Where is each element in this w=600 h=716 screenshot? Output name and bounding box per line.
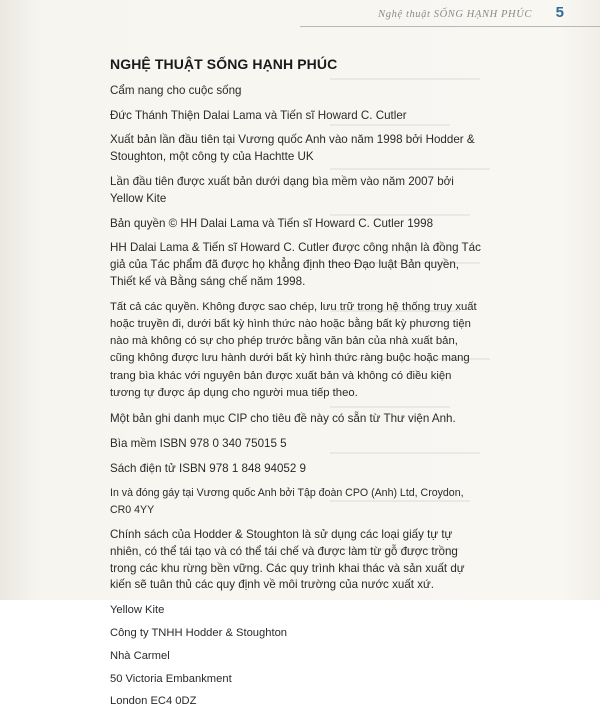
authors-line: Đức Thánh Thiện Dalai Lama và Tiến sĩ Howard C. Cutler xyxy=(110,108,407,122)
copyright-page-content xyxy=(110,56,485,716)
address-line: Công ty TNHH Hodder & Stoughton xyxy=(110,626,288,639)
first-paperback-edition: Lần đầu tiên được xuất bản dưới dạng bìa mềm vào năm 2007 bởi Yellow Kite xyxy=(110,174,454,205)
paper-policy: Chính sách của Hodder & Stoughton là sử dụng các loại giấy tự tự nhiên, có thể tái tạo và có thể tái chế và được làm từ gỗ được trồng trong các khu rừng bền vững. Các quy trình khai thác và sản xuất dự kiến sẽ tuân thủ các quy định về môi trường của nước xuất xứ. xyxy=(110,527,465,592)
header-rule xyxy=(300,26,600,27)
all-rights-reserved: Tất cả các quyền. Không được sao chép, lưu trữ trong hệ thống truy xuất hoặc truyền đi, dưới bất kỳ hình thức nào hoặc bằng bất kỳ phương tiện nào mà không có sự cho phép trước bằng văn bản của nhà xuất bản, cũng không được lưu hành dưới bất kỳ hình thức ràng buộc hoặc mang trang bìa khác với nguyên bản được xuất bản và không có điều kiện tương tự được áp dụng cho người mua tiếp theo. xyxy=(110,300,477,399)
book-title: NGHỆ THUẬT SỐNG HẠNH PHÚC xyxy=(110,56,338,72)
running-header-title: Nghệ thuật SỐNG HẠNH PHÚC xyxy=(378,9,532,20)
address-line: London EC4 0DZ xyxy=(110,695,197,708)
cip-record: Một bản ghi danh mục CIP cho tiêu đề này có sẵn từ Thư viện Anh. xyxy=(110,411,456,425)
isbn-ebook: Sách điện tử ISBN 978 1 848 94052 9 xyxy=(110,461,306,475)
printed-and-bound: In và đóng gáy tại Vương quốc Anh bởi Tập đoàn CPO (Anh) Ltd, Croydon, CR0 4YY xyxy=(110,487,464,517)
address-line: Nhà Carmel xyxy=(110,649,170,662)
address-line: 50 Victoria Embankment xyxy=(110,672,232,685)
address-line: Yellow Kite xyxy=(110,604,165,617)
publisher-address xyxy=(110,602,485,710)
book-subtitle: Cẩm nang cho cuộc sống xyxy=(110,83,242,97)
page-number: 5 xyxy=(555,4,564,21)
copyright-notice: Bản quyền © HH Dalai Lama và Tiến sĩ Howard C. Cutler 1998 xyxy=(110,216,434,230)
isbn-paperback: Bìa mềm ISBN 978 0 340 75015 5 xyxy=(110,436,287,450)
first-published-uk: Xuất bản lần đầu tiên tại Vương quốc Anh vào năm 1998 bởi Hodder & Stoughton, một công ty của Hachtte UK xyxy=(110,133,475,164)
moral-rights-statement: HH Dalai Lama & Tiến sĩ Howard C. Cutler được công nhận là đồng Tác giả của Tác phẩm đã được họ khẳng định theo Đạo luật Bản quyền, Thiết kế và Bằng sáng chế năm 1998. xyxy=(110,241,481,288)
